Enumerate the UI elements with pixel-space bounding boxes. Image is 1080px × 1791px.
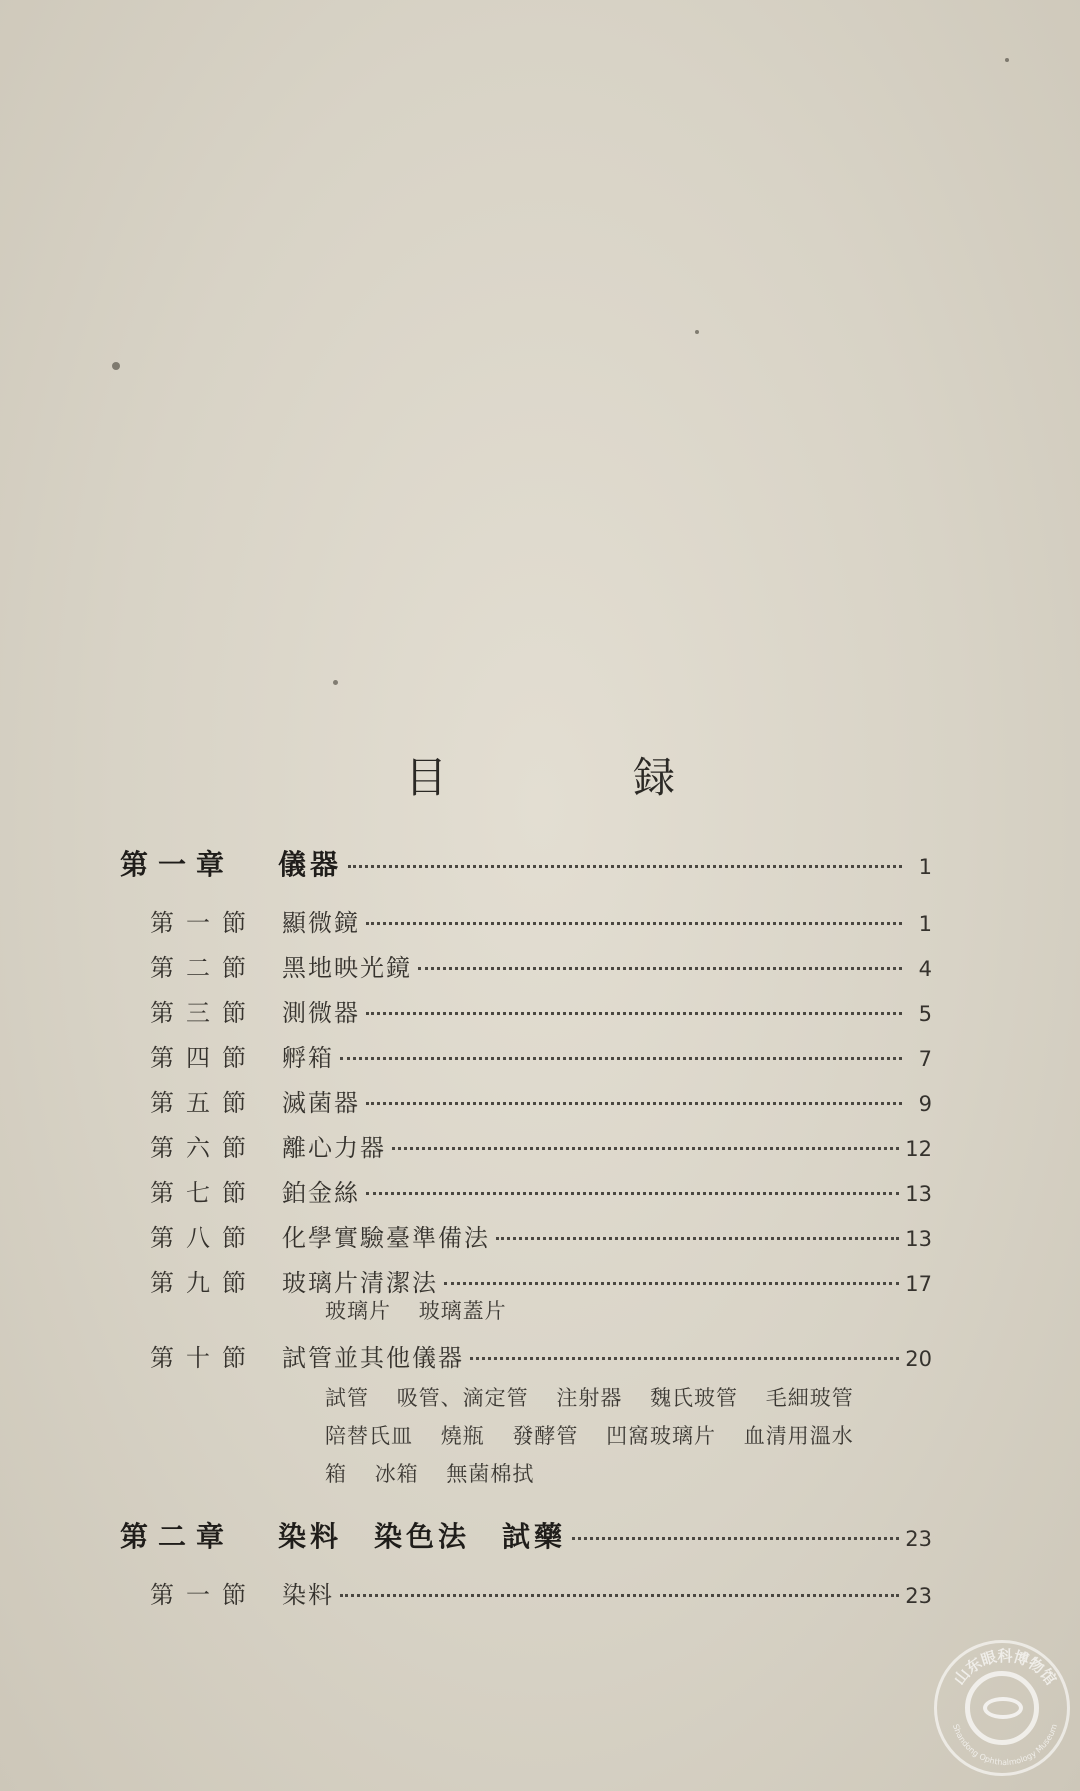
section-row[interactable] <box>150 903 932 938</box>
page-number: 1 <box>918 912 932 936</box>
section-title: 顯微鏡 <box>282 909 360 937</box>
dot-leader <box>340 1594 899 1597</box>
dot-leader <box>496 1237 899 1240</box>
section-row[interactable] <box>150 1128 932 1163</box>
section-title: 滅菌器 <box>282 1089 360 1117</box>
subsection-item: 冰箱 <box>374 1462 419 1486</box>
subsection-item: 箱 <box>325 1462 347 1486</box>
page-number: 13 <box>905 1227 932 1251</box>
subsection-item: 試管 <box>325 1386 369 1410</box>
chapter-number: 第二章 <box>120 1520 235 1553</box>
section-title: 化學實驗臺準備法 <box>282 1224 490 1252</box>
dot-leader <box>444 1282 899 1285</box>
section-row[interactable] <box>150 1173 932 1208</box>
subsection-item: 注射器 <box>556 1386 623 1410</box>
subsection-list <box>325 1420 874 1450</box>
subsection-item: 陪替氏皿 <box>325 1424 413 1448</box>
subsection-item: 魏氏玻管 <box>650 1386 739 1410</box>
section-number: 第八節 <box>150 1224 258 1252</box>
dot-leader <box>348 865 902 868</box>
subsection-item: 凹窩玻璃片 <box>606 1424 717 1448</box>
section-title: 玻璃片清潔法 <box>282 1269 438 1297</box>
dot-leader <box>366 922 902 925</box>
section-row[interactable] <box>150 1575 932 1610</box>
section-number: 第一節 <box>150 909 258 937</box>
subsection-item: 吸管、滴定管 <box>396 1386 529 1410</box>
section-number: 第二節 <box>150 954 258 982</box>
section-title: 染料 <box>282 1581 334 1609</box>
dot-leader <box>572 1537 899 1540</box>
page-number: 13 <box>905 1182 932 1206</box>
page-number: 20 <box>905 1347 932 1371</box>
section-number: 第四節 <box>150 1044 258 1072</box>
section-title: 黑地映光鏡 <box>282 954 412 982</box>
page-number: 4 <box>918 957 932 981</box>
section-row[interactable] <box>150 1083 932 1118</box>
page-number: 23 <box>905 1584 932 1608</box>
section-number: 第五節 <box>150 1089 258 1117</box>
subsection-item: 毛細玻管 <box>765 1386 854 1410</box>
chapter-title: 儀器 <box>278 848 343 881</box>
section-title: 測微器 <box>282 999 360 1027</box>
dot-leader <box>366 1012 902 1015</box>
section-number: 第七節 <box>150 1179 258 1207</box>
section-number: 第一節 <box>150 1581 258 1609</box>
page-number: 23 <box>905 1527 932 1551</box>
svg-text:Shandong Ophthalmology Museum: Shandong Ophthalmology Museum <box>950 1722 1060 1768</box>
section-row[interactable] <box>150 993 932 1028</box>
eye-icon <box>983 1697 1023 1719</box>
dot-leader <box>340 1057 902 1060</box>
subsection-item: 玻璃片 <box>325 1299 391 1323</box>
section-row[interactable] <box>150 1263 932 1298</box>
section-title: 試管並其他儀器 <box>282 1344 464 1372</box>
page-number: 17 <box>905 1272 932 1296</box>
dot-leader <box>418 967 902 970</box>
page-number: 1 <box>918 855 932 879</box>
subsection-item: 無菌棉拭 <box>446 1462 535 1486</box>
subsection-list <box>325 1382 874 1412</box>
page-number: 12 <box>905 1137 932 1161</box>
page-number: 7 <box>918 1047 932 1071</box>
section-number: 第九節 <box>150 1269 258 1297</box>
dot-leader <box>470 1357 899 1360</box>
chapter-row[interactable] <box>120 1515 932 1555</box>
chapter-number: 第一章 <box>120 848 235 881</box>
section-row[interactable] <box>150 1338 932 1373</box>
dot-leader <box>366 1192 899 1195</box>
section-title: 鉑金絲 <box>282 1179 360 1207</box>
toc-heading: 目 録 <box>404 753 747 802</box>
page-number: 5 <box>918 1002 932 1026</box>
section-row[interactable] <box>150 1218 932 1253</box>
dot-leader <box>366 1102 902 1105</box>
chapter-title: 染料 染色法 試藥 <box>278 1520 567 1553</box>
section-number: 第三節 <box>150 999 258 1027</box>
museum-watermark-logo <box>934 1640 1070 1776</box>
dot-leader <box>392 1147 899 1150</box>
subsection-item: 燒瓶 <box>440 1424 485 1448</box>
chapter-row[interactable] <box>120 843 932 883</box>
section-title: 離心力器 <box>282 1134 386 1162</box>
subsection-list <box>325 1295 527 1325</box>
subsection-list <box>325 1458 554 1488</box>
section-title: 孵箱 <box>282 1044 334 1072</box>
subsection-item: 血清用溫水 <box>743 1424 854 1448</box>
subsection-item: 玻璃蓋片 <box>418 1299 507 1323</box>
section-number: 第六節 <box>150 1134 258 1162</box>
page-number: 9 <box>918 1092 932 1116</box>
section-row[interactable] <box>150 1038 932 1073</box>
svg-text:山东眼科博物馆: 山东眼科博物馆 <box>950 1647 1060 1689</box>
section-row[interactable] <box>150 948 932 983</box>
section-number: 第十節 <box>150 1344 258 1372</box>
subsection-item: 發酵管 <box>512 1424 579 1448</box>
